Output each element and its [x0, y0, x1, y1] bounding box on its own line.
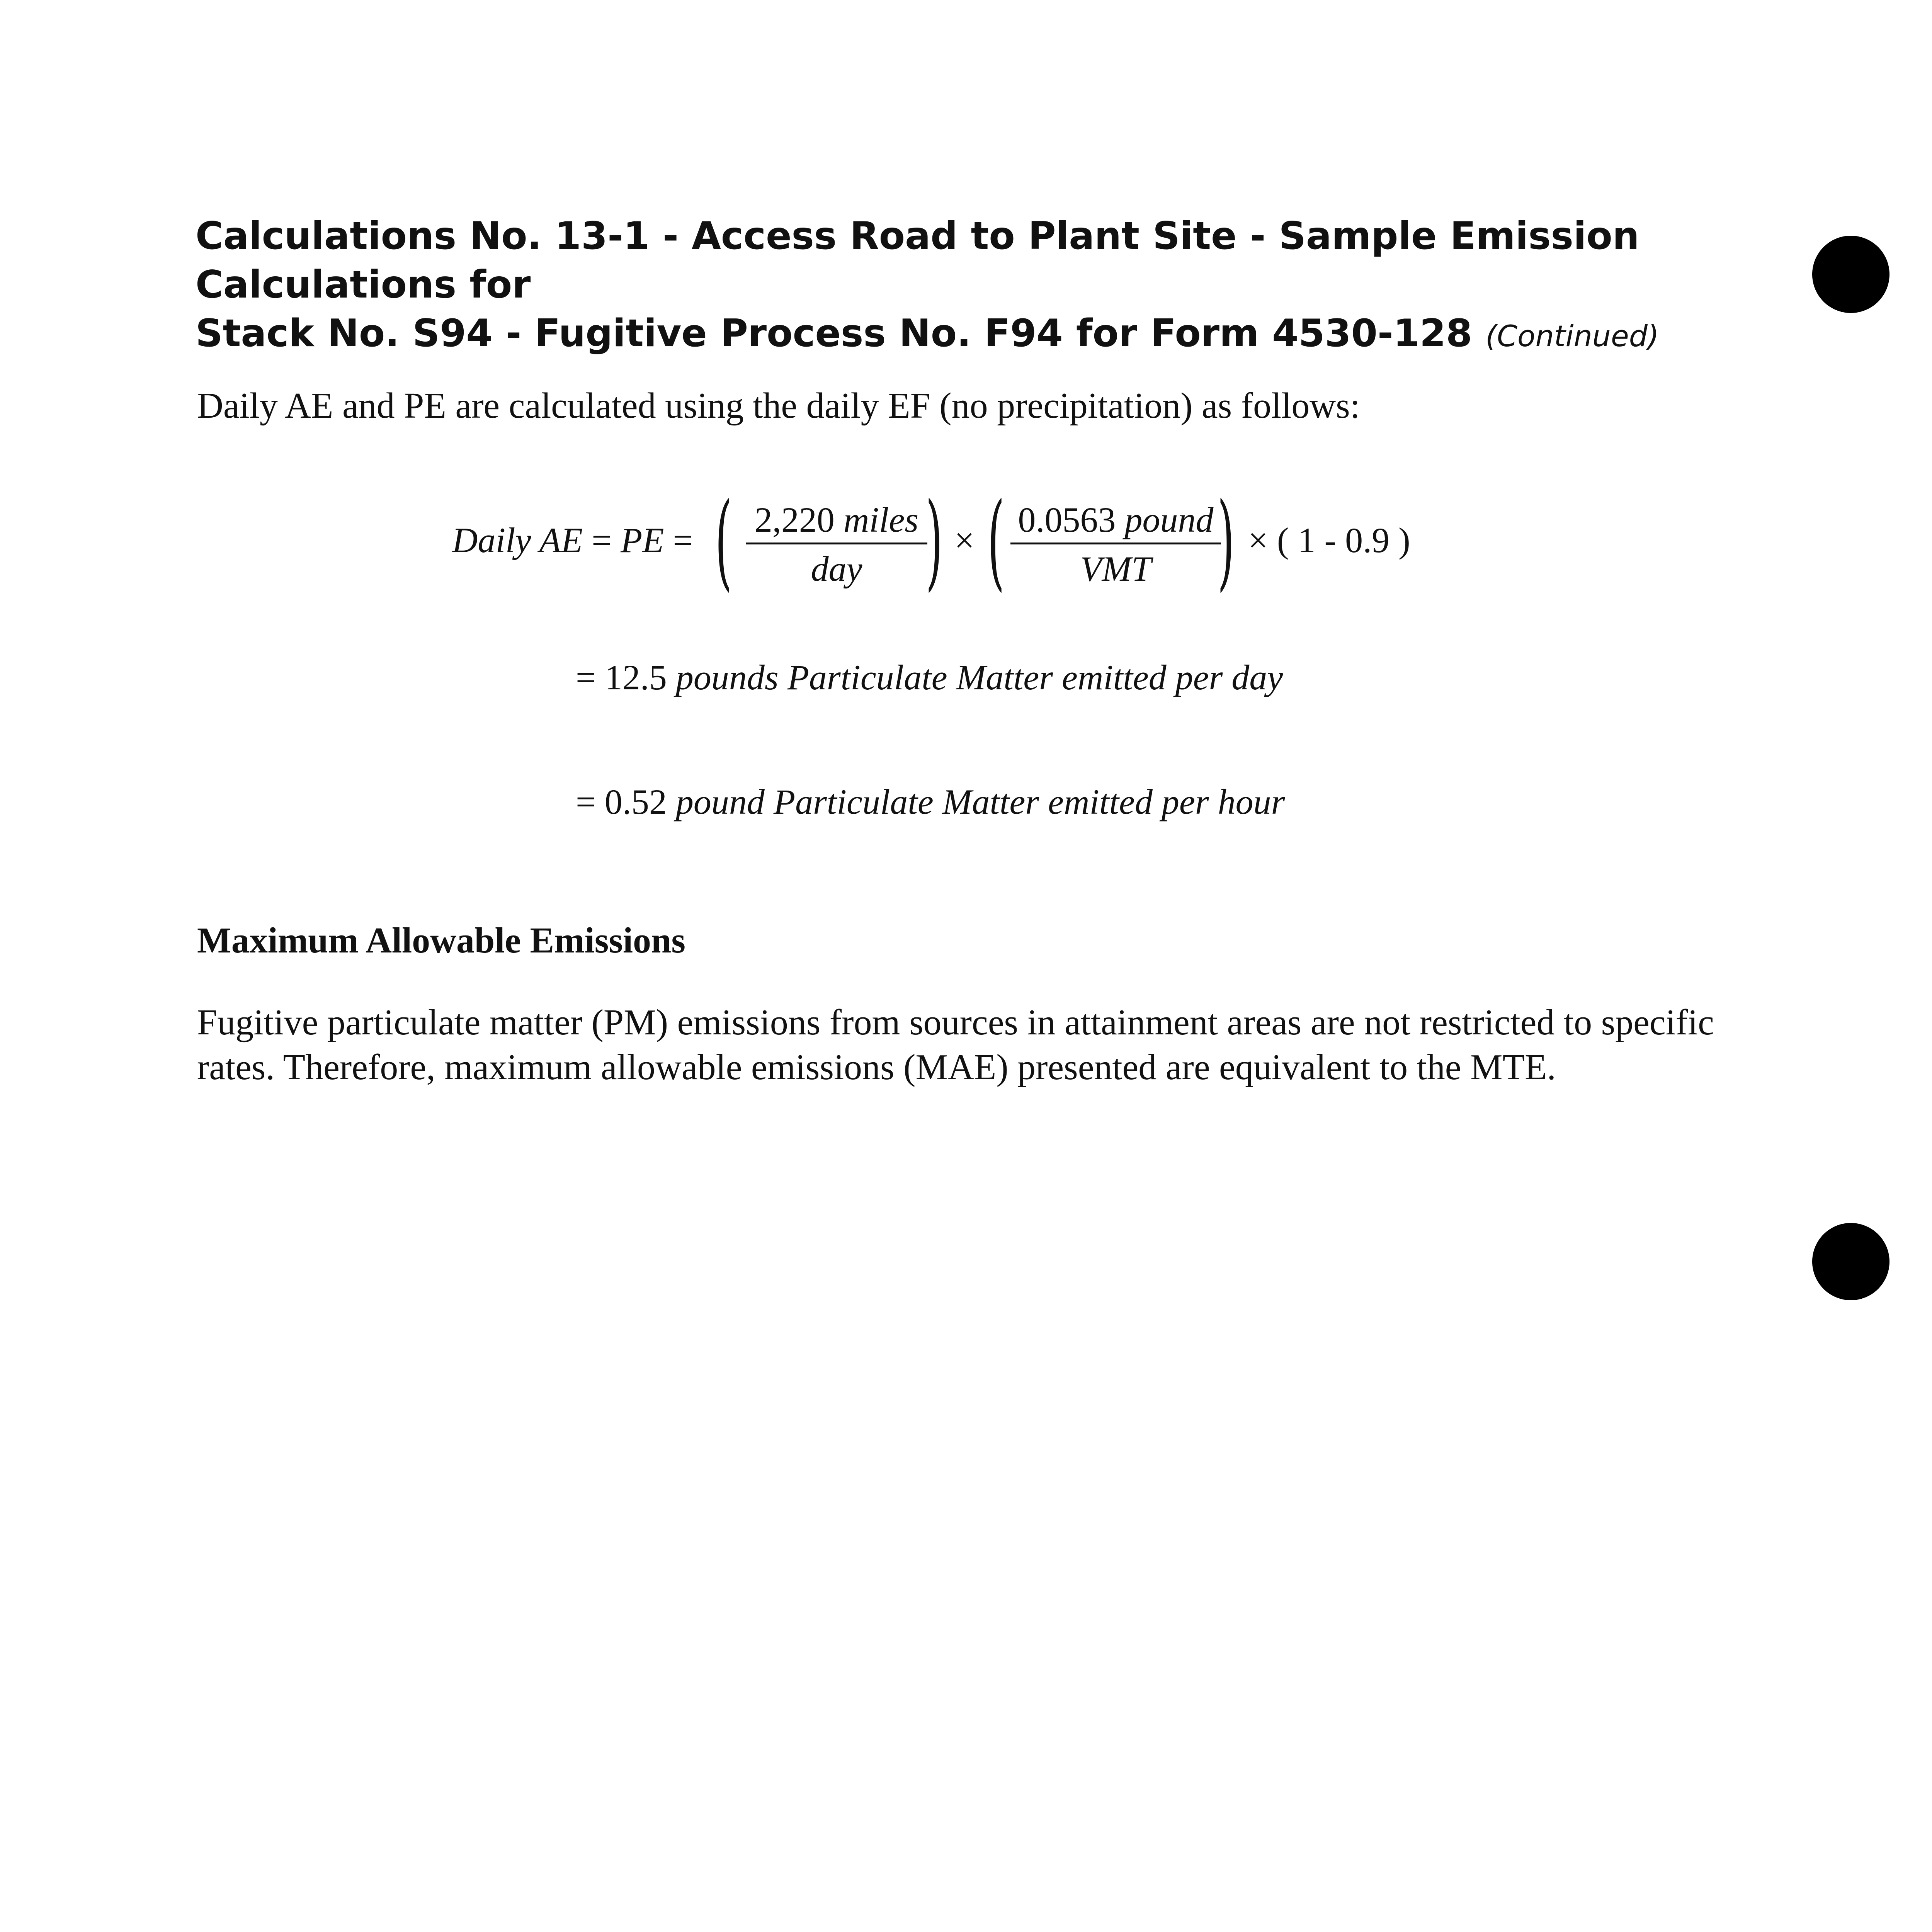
right-paren-2: ): [1217, 480, 1235, 602]
equation-tail: × ( 1 - 0.9 ): [1248, 520, 1410, 560]
result-2-text: pound Particulate Matter emitted per hour: [675, 782, 1285, 821]
left-paren-1: (: [715, 480, 732, 602]
continued-label: (Continued): [1485, 319, 1659, 353]
equation-lhs-label: Daily AE: [452, 520, 583, 560]
fraction-miles-per-day: [746, 499, 927, 589]
fraction-2-value: 0.0563: [1018, 500, 1116, 539]
heading-line-1: Calculations No. 13-1 - Access Road to Plant Site - Sample Emission Calculations for: [196, 214, 1639, 307]
result-per-day: [576, 657, 1283, 698]
equation-lhs: [452, 520, 693, 561]
result-1-text: pounds Particulate Matter emitted per day: [675, 658, 1283, 697]
fraction-1-value: 2,220: [754, 500, 835, 539]
fraction-1-denominator: day: [746, 543, 927, 589]
right-paren-1: ): [925, 480, 943, 602]
equals-sign-2: =: [673, 520, 693, 560]
multiply-sign: ×: [954, 520, 975, 560]
page-heading: [196, 212, 1702, 361]
fraction-1-numerator: [746, 499, 927, 543]
left-paren-2: (: [987, 480, 1005, 602]
binder-hole-middle: [1812, 1223, 1889, 1300]
fraction-pound-per-vmt: [1010, 499, 1221, 589]
result-1-equals: =: [576, 658, 596, 697]
result-2-value: 0.52: [604, 782, 667, 821]
equals-sign-1: =: [592, 520, 612, 560]
fraction-2-denominator: VMT: [1010, 543, 1221, 589]
fraction-2-unit: pound: [1124, 500, 1214, 539]
binder-hole-top: [1812, 236, 1889, 313]
result-2-equals: =: [576, 782, 596, 821]
intro-text: Daily AE and PE are calculated using the daily EF (no precipitation) as follows:: [197, 386, 1360, 426]
fraction-1-unit: miles: [843, 500, 919, 539]
section-paragraph: Fugitive particulate matter (PM) emissions from sources in attainment areas are not restricted to specific rates. Therefore, maximum allowable emissions (MAE) presented are equivalent to the MTE.: [197, 1002, 1714, 1087]
heading-line-2: Stack No. S94 - Fugitive Process No. F94 for Form 4530-128: [196, 311, 1473, 355]
fraction-2-numerator: [1010, 499, 1221, 543]
result-per-hour: [576, 781, 1285, 822]
result-1-value: 12.5: [604, 658, 667, 697]
equation-mid-label: PE: [621, 520, 664, 560]
section-title: Maximum Allowable Emissions: [197, 920, 685, 961]
